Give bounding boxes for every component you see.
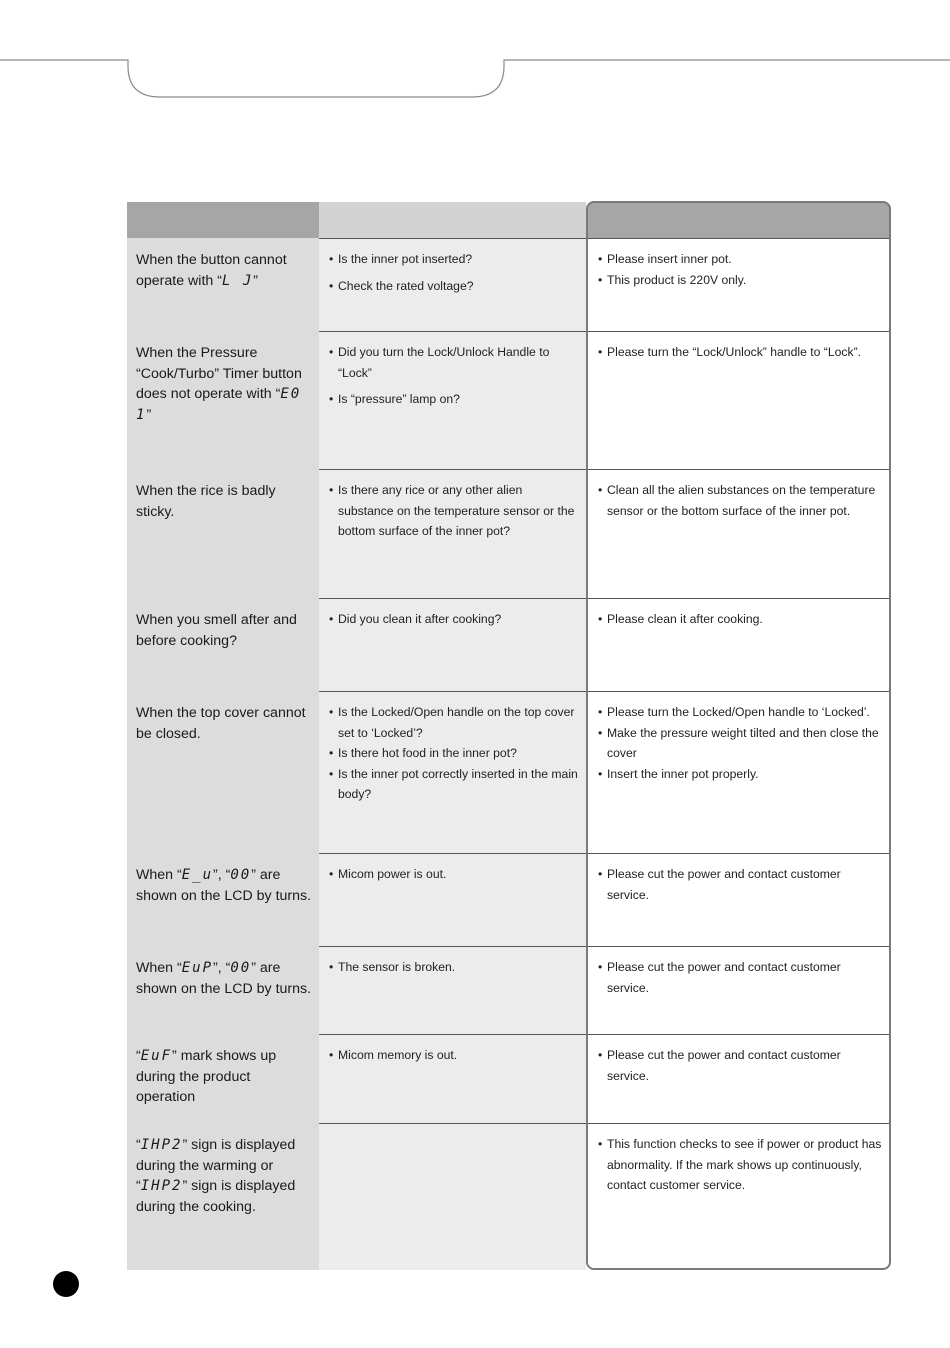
- problem-text: “: [136, 1137, 141, 1153]
- problem-text: When the Pressure “Cook/Turbo” Timer button does not operate with “: [136, 345, 302, 402]
- table-row: [127, 691, 891, 853]
- problem-text: ”, “: [213, 960, 231, 976]
- cause-cell: [319, 853, 586, 946]
- header-cell-solution: [588, 202, 891, 238]
- problem-text: ” sign is displayed during the cooking.: [136, 1178, 296, 1215]
- solution-cell: [588, 238, 891, 331]
- solution-cell: [588, 853, 891, 946]
- solution-cell: [588, 1123, 891, 1270]
- table-row: [127, 598, 891, 691]
- lcd-code: E_u: [181, 867, 214, 883]
- list-item: • Check the rated voltage?: [329, 276, 580, 297]
- list-item: • This function checks to see if power or product has abnormality. If the mark shows up continuously, contact customer service.: [598, 1134, 883, 1196]
- problem-cell: [127, 853, 319, 946]
- problem-text: When “: [136, 867, 182, 883]
- lcd-code: 00: [230, 960, 252, 976]
- list-item: • Please clean it after cooking.: [598, 609, 883, 630]
- problem-cell: [127, 238, 319, 331]
- table-row: [127, 853, 891, 946]
- lcd-code: IHP2: [140, 1137, 183, 1153]
- problem-text: When the rice is badly sticky.: [136, 483, 276, 520]
- cause-cell: [319, 946, 586, 1034]
- list-item: • Please turn the “Lock/Unlock” handle to “Lock”.: [598, 342, 883, 363]
- solution-cell: [588, 946, 891, 1034]
- header-cell-problem: [127, 202, 319, 238]
- list-item: • Micom power is out.: [329, 864, 580, 885]
- list-item: • Make the pressure weight tilted and then close the cover: [598, 723, 883, 764]
- lcd-code: L J: [221, 272, 254, 289]
- list-item: • Is the inner pot correctly inserted in the main body?: [329, 764, 580, 805]
- problem-cell: [127, 946, 319, 1034]
- table-row: [127, 1123, 891, 1270]
- list-item: • Insert the inner pot properly.: [598, 764, 883, 785]
- problem-text: When the top cover cannot be closed.: [136, 705, 306, 742]
- header-cell-cause: [319, 202, 586, 238]
- problem-text: ” are shown on the LCD by turns.: [136, 867, 312, 904]
- table-row: [127, 238, 891, 331]
- problem-text: “: [136, 1048, 141, 1064]
- list-item: • Please cut the power and contact customer service.: [598, 864, 883, 905]
- table-row: [127, 469, 891, 598]
- list-item: • Did you turn the Lock/Unlock Handle to “Lock”: [329, 342, 580, 383]
- problem-cell: [127, 1123, 319, 1270]
- header-tab-outline: [0, 0, 950, 110]
- lcd-code: IHP2: [140, 1178, 183, 1194]
- cause-cell: [319, 238, 586, 331]
- solution-cell: [588, 469, 891, 598]
- problem-cell: [127, 331, 319, 469]
- lcd-code: EuP: [181, 960, 214, 976]
- cause-cell: [319, 1123, 586, 1270]
- problem-text: When you smell after and before cooking?: [136, 612, 297, 649]
- problem-cell: [127, 469, 319, 598]
- problem-text: When “: [136, 960, 182, 976]
- solution-cell: [588, 331, 891, 469]
- table-row: [127, 331, 891, 469]
- lcd-code: 00: [230, 867, 252, 883]
- page-marker-dot: [53, 1271, 79, 1297]
- list-item: • Is there hot food in the inner pot?: [329, 743, 580, 764]
- problem-text: When the button cannot operate with “: [136, 252, 287, 289]
- problem-cell: [127, 691, 319, 853]
- problem-cell: [127, 1034, 319, 1123]
- list-item: • Did you clean it after cooking?: [329, 609, 580, 630]
- list-item: • Please cut the power and contact customer service.: [598, 1045, 883, 1086]
- problem-cell: [127, 598, 319, 691]
- solution-cell: [588, 691, 891, 853]
- solution-cell: [588, 1034, 891, 1123]
- solution-cell: [588, 598, 891, 691]
- cause-cell: [319, 1034, 586, 1123]
- list-item: • Clean all the alien substances on the temperature sensor or the bottom surface of the inner pot.: [598, 480, 883, 521]
- problem-text: ”: [253, 272, 258, 289]
- cause-cell: [319, 331, 586, 469]
- list-item: • Micom memory is out.: [329, 1045, 580, 1066]
- list-item: • Is the Locked/Open handle on the top cover set to ‘Locked’?: [329, 702, 580, 743]
- list-item: • Is “pressure” lamp on?: [329, 389, 580, 410]
- cause-cell: [319, 598, 586, 691]
- list-item: • The sensor is broken.: [329, 957, 580, 978]
- problem-text: ” sign is displayed during the warming or “: [136, 1137, 296, 1194]
- problem-text: ”, “: [213, 867, 231, 883]
- problem-text: ” mark shows up during the product operation: [136, 1048, 277, 1105]
- list-item: • Is there any rice or any other alien substance on the temperature sensor or the bottom surface of the inner pot?: [329, 480, 580, 542]
- cause-cell: [319, 691, 586, 853]
- problem-text: ”: [146, 406, 152, 423]
- list-item: • Please turn the Locked/Open handle to ‘Locked’.: [598, 702, 883, 723]
- problem-text: ” are shown on the LCD by turns.: [136, 960, 312, 997]
- list-item: • This product is 220V only.: [598, 270, 883, 291]
- lcd-code: EuF: [140, 1048, 173, 1064]
- lcd-code: E0 1: [136, 386, 302, 423]
- table-row: [127, 1034, 891, 1123]
- list-item: • Please cut the power and contact customer service.: [598, 957, 883, 998]
- list-item: • Is the inner pot inserted?: [329, 249, 580, 270]
- cause-cell: [319, 469, 586, 598]
- table-row: [127, 946, 891, 1034]
- list-item: • Please insert inner pot.: [598, 249, 883, 270]
